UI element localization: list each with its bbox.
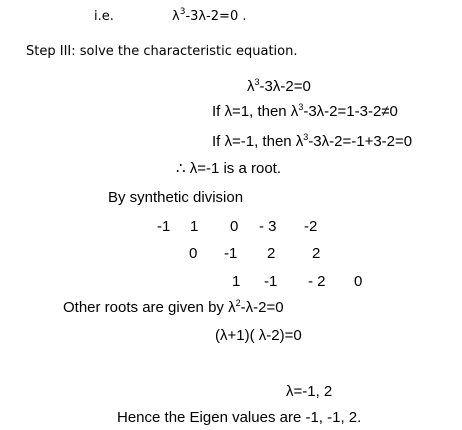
synthetic-cell: 0: [354, 273, 363, 290]
conclusion: Hence the Eigen values are -1, -1, 2.: [117, 409, 362, 426]
characteristic-equation: $\lambda^3-3\lambda-2=0$: [247, 77, 311, 95]
synthetic-cell: 0: [230, 218, 239, 235]
synthetic-cell: 2: [267, 245, 276, 262]
synthetic-cell: 0: [189, 245, 198, 262]
ie-label: i.e.: [94, 9, 114, 24]
synthetic-cell: 1: [190, 218, 199, 235]
synthetic-division-heading: By synthetic division: [108, 189, 244, 206]
synthetic-cell: -1: [264, 273, 278, 290]
test-lambda-minus-one: If λ=-1, then $\lambda^3-3\lambda-2=-1+3-2=0$: [212, 132, 413, 150]
synthetic-cell: - 3: [259, 218, 277, 235]
test-lambda-one: If λ=1, then $\lambda^3-3\lambda-2=1-3-2\ne 0$: [212, 102, 398, 120]
synthetic-cell: 1: [232, 273, 241, 290]
factored-equation: (λ+1)( λ-2)=0: [215, 327, 302, 344]
step-heading: Step III: solve the characteristic equation.: [26, 44, 298, 59]
header-equation: $\lambda^3-3\lambda-2=0$ .: [172, 7, 247, 24]
roots-result: λ=-1, 2: [286, 383, 333, 400]
root-statement: ∴ λ=-1 is a root.: [176, 160, 281, 177]
synthetic-cell: -1: [157, 218, 171, 235]
other-roots-statement: Other roots are given by $\lambda^2-\lambda-2=0$: [63, 298, 284, 316]
synthetic-cell: -2: [304, 218, 318, 235]
synthetic-cell: 2: [312, 245, 321, 262]
synthetic-cell: - 2: [308, 273, 326, 290]
synthetic-cell: -1: [224, 245, 238, 262]
